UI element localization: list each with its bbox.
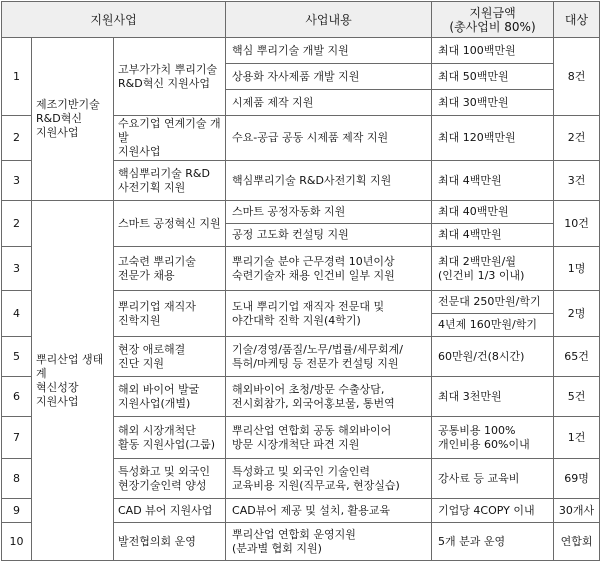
- content-cell: 공정 고도화 컨설팅 지원: [226, 224, 432, 247]
- program-name: [114, 116, 226, 161]
- content-line: 방문 시장개척단 파견 지원: [232, 437, 360, 451]
- content-cell: [226, 337, 432, 377]
- content-line: 해외바이어 초청/방문 수출상담,: [232, 382, 385, 396]
- content-cell: [226, 523, 432, 561]
- target-cell: 2명: [554, 291, 600, 337]
- header-row: [2, 2, 600, 38]
- target-cell: 8건: [554, 38, 600, 116]
- program-name: [114, 459, 226, 499]
- content-cell: 상용화 자사제품 개발 지원: [226, 64, 432, 90]
- amount-cell: 최대 100백만원: [432, 38, 554, 64]
- content-cell: [226, 247, 432, 291]
- program-name-line: 지원사업(개별): [118, 396, 191, 410]
- group-name-line: R&D혁신: [36, 112, 82, 125]
- header-target: 대상: [554, 2, 600, 38]
- row-number: 5: [2, 337, 32, 377]
- target-cell: 1건: [554, 417, 600, 459]
- group-name-line: 혁신성장: [36, 380, 79, 394]
- target-cell: 1명: [554, 247, 600, 291]
- program-name-line: 전문가 채용: [118, 268, 175, 282]
- amount-cell: 기업당 4COPY 이내: [432, 499, 554, 523]
- table-row: [2, 38, 600, 64]
- amount-cell: 60만원/건(8시간): [432, 337, 554, 377]
- amount-cell: 전문대 250만원/학기: [432, 291, 554, 314]
- row-number: 6: [2, 377, 32, 417]
- amount-cell: 최대 3천만원: [432, 377, 554, 417]
- amount-cell: 최대 4백만원: [432, 161, 554, 201]
- content-line: 특성화고 및 외국인 기술인력: [232, 464, 371, 478]
- program-name-line: 현장기술인력 양성: [118, 478, 207, 492]
- content-cell: 수요-공급 공동 시제품 제작 지원: [226, 116, 432, 161]
- program-name: [114, 38, 226, 116]
- content-cell: 스마트 공정자동화 지원: [226, 201, 432, 224]
- content-line: 뿌리산업 연합회 운영지원: [232, 527, 356, 541]
- amount-line: 최대 2백만원/월: [438, 254, 516, 268]
- content-line: 도내 뿌리기업 재직자 전문대 및: [232, 299, 385, 313]
- program-name-line: 뿌리기업 재직자: [118, 299, 196, 313]
- header-amount: [432, 2, 554, 38]
- program-name: [114, 161, 226, 201]
- content-line: 기술/경영/품질/노무/법률/세무회계/: [232, 342, 404, 356]
- content-cell: 핵심뿌리기술 R&D사전기획 지원: [226, 161, 432, 201]
- program-name: [114, 377, 226, 417]
- amount-cell: [432, 247, 554, 291]
- header-amount-line2: (총사업비 80%): [449, 19, 536, 34]
- group-name: [32, 38, 114, 201]
- target-cell: 3건: [554, 161, 600, 201]
- content-cell: CAD뷰어 제공 및 설치, 활용교육: [226, 499, 432, 523]
- support-programs-table: [1, 1, 600, 561]
- row-number: 2: [2, 116, 32, 161]
- amount-cell: 최대 40백만원: [432, 201, 554, 224]
- content-line: 뿌리기술 분야 근무경력 10년이상: [232, 254, 395, 268]
- amount-cell: 4년제 160만원/학기: [432, 314, 554, 337]
- program-name: [114, 247, 226, 291]
- header-amount-line1: 지원금액: [469, 5, 516, 20]
- amount-cell: 최대 120백만원: [432, 116, 554, 161]
- row-number: 8: [2, 459, 32, 499]
- program-name-line: 현장 애로해결: [118, 342, 186, 356]
- row-number: 4: [2, 291, 32, 337]
- content-line: 특허/마케팅 등 전문가 컨설팅 지원: [232, 356, 399, 370]
- amount-cell: 5개 분과 운영: [432, 523, 554, 561]
- content-cell: 시제품 제작 지원: [226, 90, 432, 116]
- amount-cell: 최대 4백만원: [432, 224, 554, 247]
- group-name-line: 지원사업: [36, 394, 79, 408]
- program-name-line: 수요기업 연계기술 개발: [118, 117, 221, 144]
- program-name: 발전협의회 운영: [114, 523, 226, 561]
- amount-cell: 강사료 등 교육비: [432, 459, 554, 499]
- content-cell: 핵심 뿌리기술 개발 지원: [226, 38, 432, 64]
- target-cell: 65건: [554, 337, 600, 377]
- program-name-line: 고부가가치 뿌리기술: [118, 62, 218, 76]
- row-number: 2: [2, 201, 32, 247]
- program-name-line: 해외 바이어 발굴: [118, 382, 200, 396]
- program-name-line: 특성화고 및 외국인: [118, 464, 211, 478]
- program-name-line: 진학지원: [118, 313, 161, 327]
- program-name-line: 진단 지원: [118, 356, 165, 370]
- content-line: 숙련기술자 채용 인건비 일부 지원: [232, 268, 395, 282]
- row-number: 9: [2, 499, 32, 523]
- row-number: 7: [2, 417, 32, 459]
- program-name-line: 고숙련 뿌리기술: [118, 254, 196, 268]
- program-name-line: 해외 시장개척단: [118, 423, 196, 437]
- table-row: [2, 201, 600, 224]
- content-cell: [226, 291, 432, 337]
- program-name-line: 지원사업: [118, 145, 161, 158]
- target-cell: 69명: [554, 459, 600, 499]
- program-name: CAD 뷰어 지원사업: [114, 499, 226, 523]
- content-cell: [226, 377, 432, 417]
- group-name: [32, 201, 114, 561]
- target-cell: 30개사: [554, 499, 600, 523]
- amount-cell: 최대 50백만원: [432, 64, 554, 90]
- row-number: 3: [2, 247, 32, 291]
- program-name: [114, 337, 226, 377]
- content-line: (분과별 협회 지원): [232, 541, 322, 555]
- group-name-line: 지원사업: [36, 126, 79, 139]
- content-cell: [226, 417, 432, 459]
- content-cell: [226, 459, 432, 499]
- content-line: 뿌리산업 연합회 공동 해외바이어: [232, 423, 392, 437]
- row-number: 10: [2, 523, 32, 561]
- amount-line: (인건비 1/3 이내): [438, 268, 525, 282]
- header-content: 사업내용: [226, 2, 432, 38]
- target-cell: 10건: [554, 201, 600, 247]
- program-name-line: R&D혁신 지원사업: [118, 76, 210, 90]
- program-name: [114, 417, 226, 459]
- group-name-line: 제조기반기술: [36, 98, 100, 111]
- amount-line: 공통비용 100%: [438, 423, 516, 437]
- header-program: 지원사업: [2, 2, 226, 38]
- amount-cell: 최대 30백만원: [432, 90, 554, 116]
- target-cell: 연합회: [554, 523, 600, 561]
- target-cell: 2건: [554, 116, 600, 161]
- amount-line: 개인비용 60%이내: [438, 437, 530, 451]
- program-name: [114, 291, 226, 337]
- row-number: 3: [2, 161, 32, 201]
- program-name-line: 활동 지원사업(그룹): [118, 437, 216, 451]
- program-name-line: 사전기획 지원: [118, 180, 186, 194]
- content-line: 교육비용 지원(직무교육, 현장실습): [232, 478, 400, 492]
- program-name-line: 핵심뿌리기술 R&D: [118, 166, 210, 180]
- row-number: 1: [2, 38, 32, 116]
- program-name: 스마트 공정혁신 지원: [114, 201, 226, 247]
- content-line: 야간대학 진학 지원(4학기): [232, 313, 361, 327]
- group-name-line: 뿌리산업 생태계: [36, 352, 104, 380]
- target-cell: 5건: [554, 377, 600, 417]
- amount-cell: [432, 417, 554, 459]
- content-line: 전시회참가, 외국어홍보물, 통번역: [232, 396, 395, 410]
